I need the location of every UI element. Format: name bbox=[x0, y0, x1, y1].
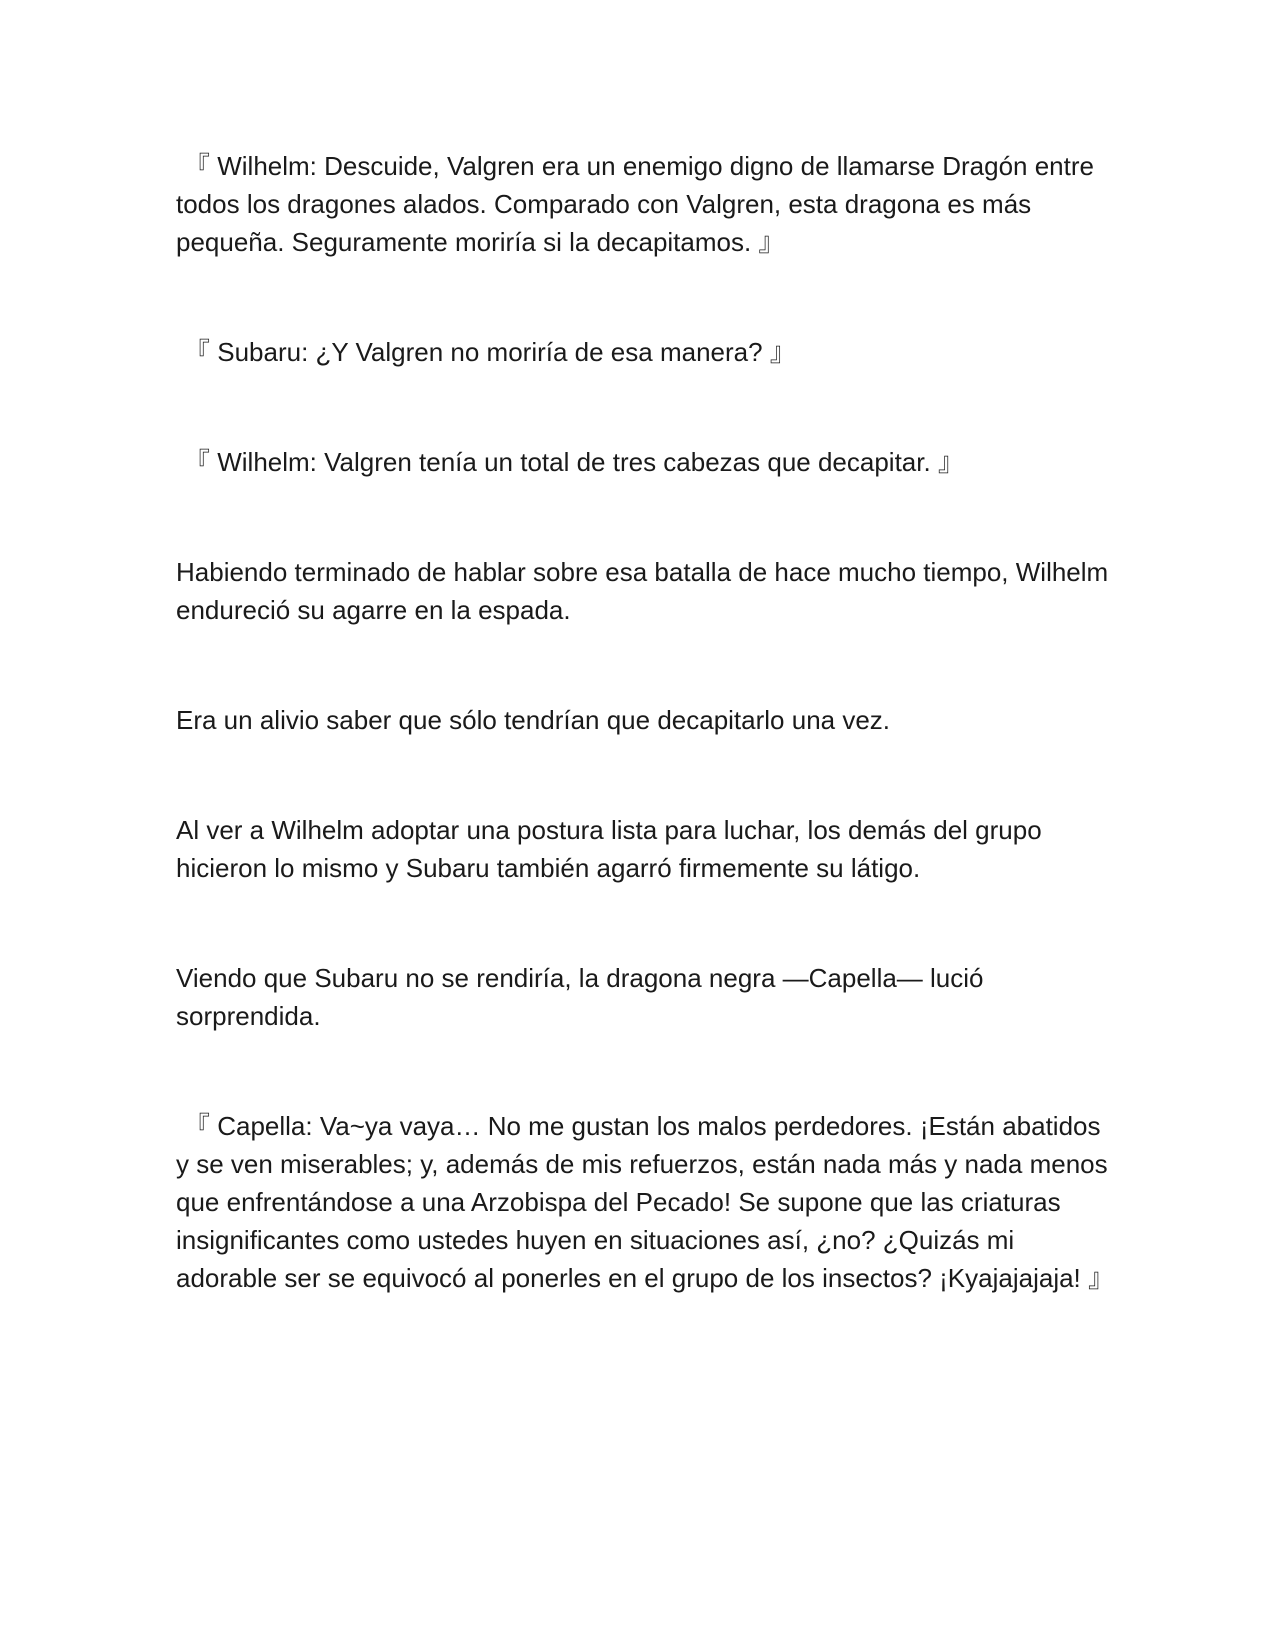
text-body bbox=[176, 147, 1116, 1369]
paragraph-narration-1: Habiendo terminado de hablar sobre esa batalla de hace mucho tiempo, Wilhelm endureció su agarre en la espada. bbox=[176, 557, 1109, 625]
paragraph-capella-dialogue: 『 Capella: Va~ya vaya… No me gustan los malos perdedores. ¡Están abatidos y se ven miserables; y, además de mis refuerzos, están nada más y nada menos que enfrentándose a una Arzobispa del Pecado! Se supone que las criaturas insignificantes como ustedes huyen en situaciones así, ¿no? ¿Quizás mi adorable ser se equivocó al ponerles en el grupo de los insectos? ¡Kyajajajaja! 』 bbox=[176, 1111, 1115, 1293]
paragraph-narration-2: Era un alivio saber que sólo tendrían que decapitarlo una vez. bbox=[176, 705, 891, 735]
paragraph-subaru-dialogue: 『 Subaru: ¿Y Valgren no moriría de esa manera? 』 bbox=[184, 337, 796, 367]
paragraph-wilhelm-dialogue-2: 『 Wilhelm: Valgren tenía un total de tres cabezas que decapitar. 』 bbox=[184, 447, 964, 477]
paragraph-narration-3: Al ver a Wilhelm adoptar una postura lista para luchar, los demás del grupo hicieron lo mismo y Subaru también agarró firmemente su látigo. bbox=[176, 815, 1042, 883]
paragraph-narration-4: Viendo que Subaru no se rendiría, la dragona negra —Capella— lució sorprendida. bbox=[176, 963, 984, 1031]
paragraph-wilhelm-dialogue-1: 『 Wilhelm: Descuide, Valgren era un enemigo digno de llamarse Dragón entre todos los dragones alados. Comparado con Valgren, esta dragona es más pequeña. Seguramente moriría si la decapitamos. 』 bbox=[176, 151, 1094, 257]
